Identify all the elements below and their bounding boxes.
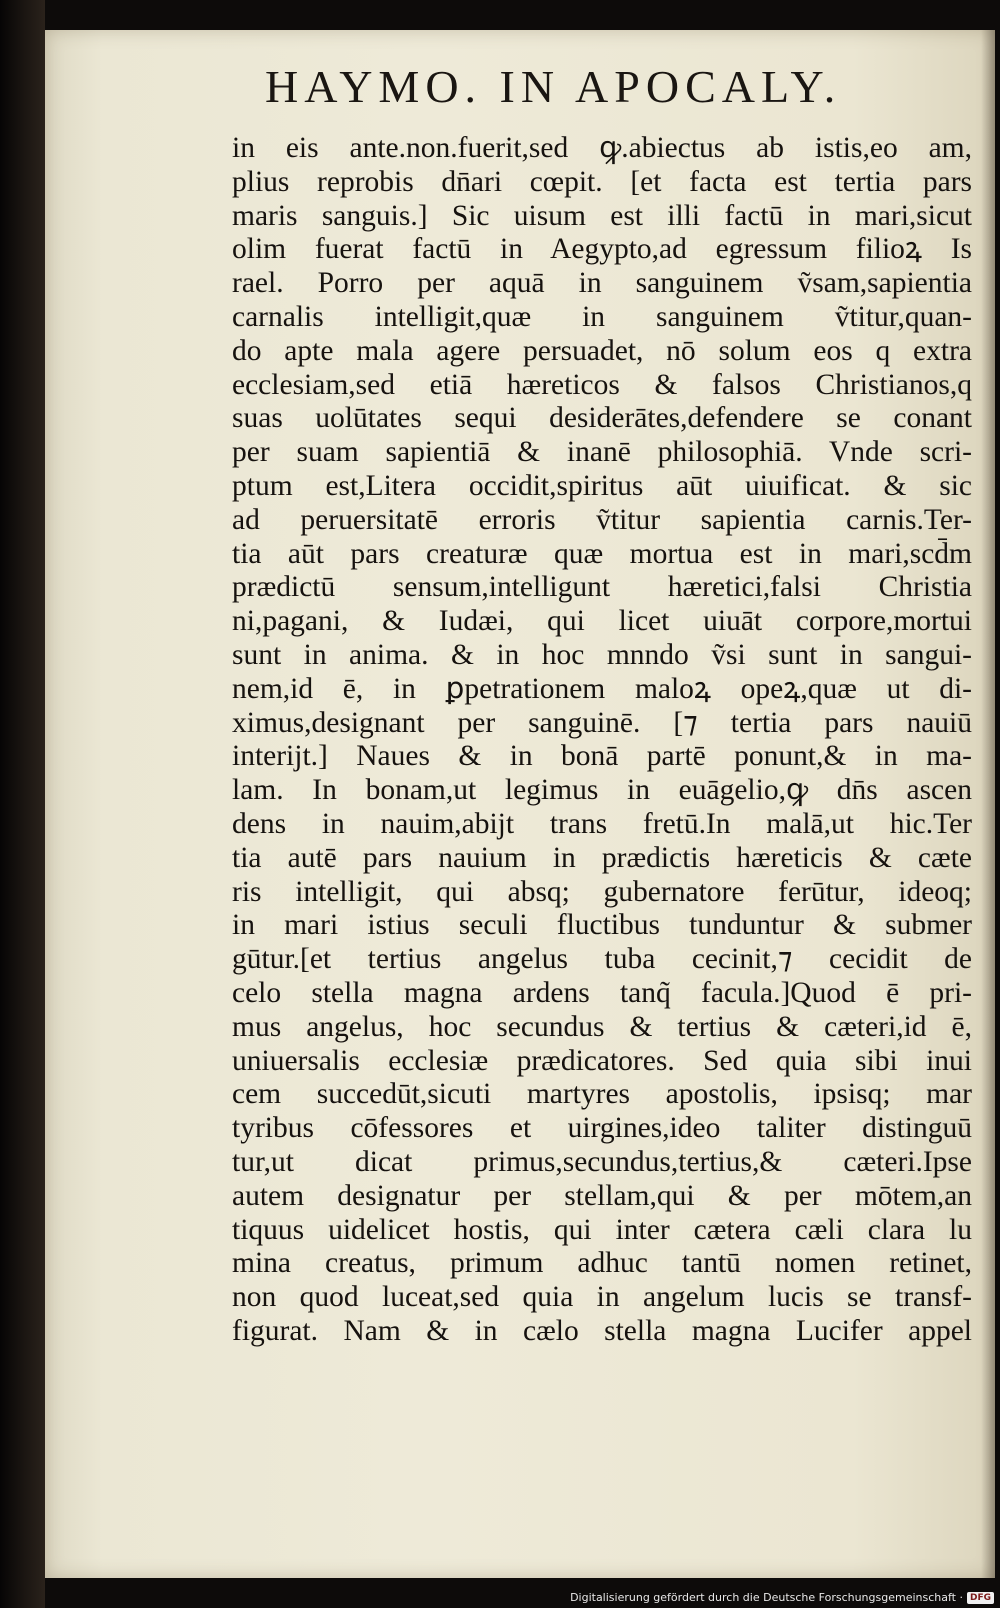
text-line: gūtur.[et tertius angelus tuba cecinit,⁊ cecidit de <box>232 943 972 976</box>
text-line: mina creatus, primum adhuc tantū nomen retinet, <box>232 1247 972 1280</box>
text-line: uniuersalis ecclesiæ prædicatores. Sed quia sibi inui <box>232 1044 972 1077</box>
text-line: ptum est,Litera occidit,spiritus aūt uiuificat. & sic <box>232 469 972 502</box>
book-spine-edge <box>0 0 45 1608</box>
credit-text: Digitalisierung gefördert durch die Deutsche Forschungsgemeinschaft · <box>570 1591 963 1604</box>
text-line: tiquus uidelicet hostis, qui inter cætera cæli clara lu <box>232 1213 972 1246</box>
text-line: carnalis intelligit,quæ in sanguinem ṽtitur,quan- <box>232 300 972 333</box>
text-line: in mari istius seculi fluctibus tunduntur & submer <box>232 909 972 942</box>
text-line: prædictū sensum,intelligunt hæretici,falsi Christia <box>232 571 972 604</box>
text-line: tia autē pars nauium in prædictis hæreticis & cæte <box>232 841 972 874</box>
page-edge-shadow <box>981 30 995 1578</box>
text-line: rael. Porro per aquā in sanguinem ṽsam,sapientia <box>232 267 972 300</box>
text-line: per suam sapientiā & inanē philosophiā. Vnde scri- <box>232 436 972 469</box>
text-line: do apte mala agere persuadet, nō solum eos q extra <box>232 334 972 367</box>
text-line: in eis ante.non.fuerit,sed ꝙ.abiectus ab istis,eo am, <box>232 132 972 164</box>
text-line: ximus,designant per sanguinē. [⁊ tertia pars nauiū <box>232 706 972 739</box>
text-line: olim fuerat factū in Aegypto,ad egressum filioꝝ Is <box>232 233 972 266</box>
text-line: nem,id ē, in ꝑpetrationem maloꝝ opeꝝ,quæ ut di- <box>232 672 972 705</box>
text-line: ad peruersitatē erroris ṽtitur sapientia carnis.Ter- <box>232 503 972 536</box>
text-line: autem designatur per stellam,qui & per mōtem,an <box>232 1179 972 1212</box>
text-line: sunt in anima. & in hoc mnndo ṽsi sunt in sangui- <box>232 638 972 671</box>
dfg-logo: DFG <box>967 1592 994 1604</box>
text-line: maris sanguis.] Sic uisum est illi factū in mari,sicut <box>232 199 972 232</box>
text-line: tur,ut dicat primus,secundus,tertius,& cæteri.Ipse <box>232 1145 972 1178</box>
text-line: tyribus cōfessores et uirgines,ideo taliter distinguū <box>232 1112 972 1145</box>
text-line: suas uolūtates sequi desiderātes,defendere se conant <box>232 402 972 435</box>
text-line: ni,pagani, & Iudæi, qui licet uiuāt corpore,mortui <box>232 605 972 638</box>
text-line: celo stella magna ardens tanq̃ facula.]Quod ē pri- <box>232 976 972 1009</box>
text-line: ecclesiam,sed etiā hæreticos & falsos Christianos,q <box>232 368 972 401</box>
text-line: interijt.] Naues & in bonā partē ponunt,& in ma- <box>232 740 972 773</box>
text-line: plius reprobis dn̄ari cœpit. [et facta est tertia pars <box>232 165 972 198</box>
text-line: dens in nauim,abijt trans fretū.In malā,ut hic.Ter <box>232 807 972 840</box>
text-line: figurat. Nam & in cælo stella magna Lucifer appel <box>232 1314 972 1347</box>
text-line: tia aūt pars creaturæ quæ mortua est in mari,scd̄m <box>232 537 972 570</box>
body-text <box>232 132 972 1349</box>
text-line: cem succedūt,sicuti martyres apostolis, ipsisq; mar <box>232 1078 972 1111</box>
digitization-credit <box>570 1591 994 1604</box>
text-line: non quod luceat,sed quia in angelum lucis se transf- <box>232 1281 972 1314</box>
text-line: ris intelligit, qui absq; gubernatore ferūtur, ideoq; <box>232 875 972 908</box>
text-line: lam. In bonam,ut legimus in euāgelio,ꝙ dn̄s ascen <box>232 774 972 807</box>
text-line: mus angelus, hoc secundus & tertius & cæteri,id ē, <box>232 1010 972 1043</box>
running-head: HAYMO. IN APOCALY. <box>265 61 842 112</box>
